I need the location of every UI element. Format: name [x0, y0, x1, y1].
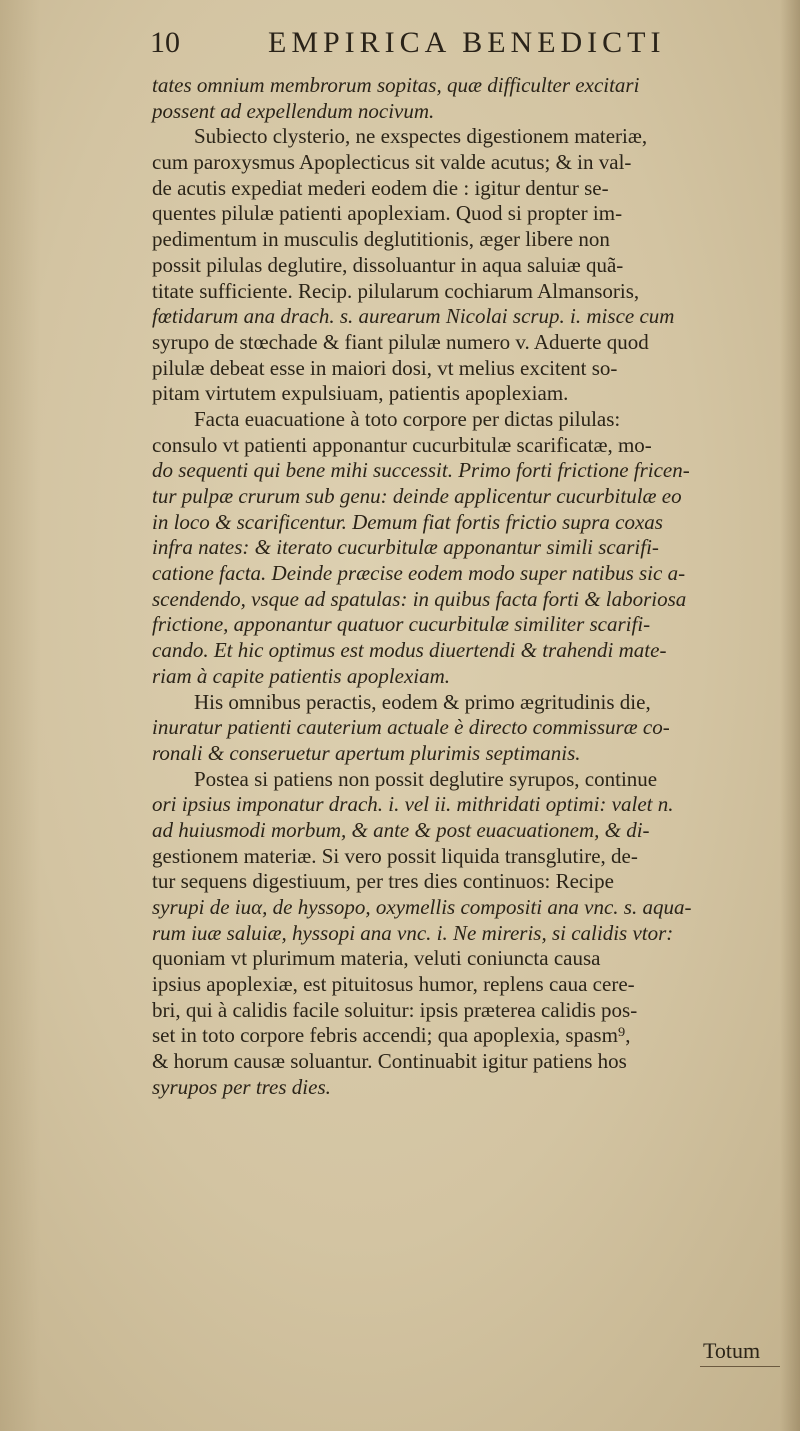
catchword: Totum	[703, 1338, 761, 1363]
text-line: tur pulpæ crurum sub genu: deinde applicentur cucurbitulæ eo	[152, 484, 682, 508]
text-line: fœtidarum ana drach. s. aurearum Nicolai scrup. i. misce cum	[152, 304, 675, 329]
text-line: syrupos per tres dies.	[152, 1074, 331, 1099]
text-line: cando. Et hic optimus est modus diuertendi & trahendi mate-	[152, 638, 667, 663]
text-line: riam à capite patientis apoplexiam.	[152, 663, 451, 688]
text-line: quentes pilulæ patienti apoplexiam. Quod si propter im-	[152, 201, 623, 226]
text-line: de acutis expediat mederi eodem die : igitur dentur se-	[152, 175, 609, 200]
text-line: rum iuæ saluiæ, hyssopi ana vnc. i. Ne mireris, si calidis vtor:	[152, 920, 674, 945]
text-line: scendendo, vsque ad spatulas: in quibus facta forti & laboriosa	[152, 586, 687, 611]
text-line: Postea si patiens non possit deglutire syrupos, continue	[194, 766, 658, 791]
text-line: Facta euacuatione à toto corpore per dictas pilulas:	[194, 406, 621, 431]
body-text	[152, 73, 792, 1101]
text-line: inuratur patienti cauterium actuale è directo commissuræ co-	[152, 715, 670, 740]
text-line: His omnibus peractis, eodem & primo ægritudinis die,	[194, 689, 651, 714]
text-line: quoniam vt plurimum materia, veluti coniuncta causa	[152, 946, 601, 971]
page-header	[150, 26, 710, 66]
text-line: set in toto corpore febris accendi; qua apoplexia, spasm⁹,	[152, 1023, 631, 1048]
text-line: possit pilulas deglutire, dissoluantur in aqua saluiæ quã-	[152, 252, 624, 277]
text-line: pedimentum in musculis deglutitionis, æger libere non	[152, 227, 610, 252]
text-line: catione facta. Deinde præcise eodem modo super natibus sic a-	[152, 561, 686, 586]
text-line: pilulæ debeat esse in maiori dosi, vt melius excitent so-	[152, 355, 618, 380]
text-line: in loco & scarificentur. Demum fiat fortis frictio supra coxas	[152, 509, 663, 534]
text-line: ad huiusmodi morbum, & ante & post euacuationem, & di-	[152, 817, 650, 842]
text-line: titate sufficiente. Recip. pilularum cochiarum Almansoris,	[152, 278, 640, 303]
text-line: ronali & conseruetur apertum plurimis septimanis.	[152, 740, 581, 765]
text-line: ipsius apoplexiæ, est pituitosus humor, replens caua cere-	[152, 972, 635, 997]
text-line: consulo vt patienti apponantur cucurbitulæ scarificatæ, mo-	[152, 432, 652, 457]
text-line: syrupo de stœchade & fiant pilulæ numero v. Aduerte quod	[152, 329, 649, 354]
text-line: frictione, apponantur quatuor cucurbitulæ similiter scarifi-	[152, 612, 651, 637]
page-number: 10	[150, 26, 180, 59]
text-line: Subiecto clysterio, ne exspectes digestionem materiæ,	[194, 124, 648, 149]
page-edge-shading	[0, 0, 40, 1431]
text-line: gestionem materiæ. Si vero possit liquida transglutire, de-	[152, 843, 638, 868]
text-line: pitam virtutem expulsiuam, patientis apoplexiam.	[152, 381, 569, 406]
text-line: infra nates: & iterato cucurbitulæ apponantur simili scarifi-	[152, 535, 659, 560]
text-line: tates omnium membrorum sopitas, quæ difficulter excitari	[152, 73, 640, 97]
text-line: possent ad expellendum nocivum.	[152, 98, 435, 123]
running-title: EMPIRICA BENEDICTI	[268, 26, 666, 59]
text-line: cum paroxysmus Apoplecticus sit valde acutus; & in val-	[152, 150, 632, 175]
text-line: bri, qui à calidis facile soluitur: ipsis præterea calidis pos-	[152, 997, 638, 1022]
text-line: do sequenti qui bene mihi successit. Primo forti frictione fricen-	[152, 458, 690, 483]
text-line: ori ipsius imponatur drach. i. vel ii. mithridati optimi: valet n.	[152, 792, 674, 817]
text-line: & horum causæ soluantur. Continuabit igitur patiens hos	[152, 1049, 627, 1074]
catchword-underline	[700, 1366, 780, 1367]
text-line: tur sequens digestiuum, per tres dies continuos: Recipe	[152, 869, 614, 894]
text-line: syrupi de iuα, de hyssopo, oxymellis compositi ana vnc. s. aqua-	[152, 895, 692, 919]
